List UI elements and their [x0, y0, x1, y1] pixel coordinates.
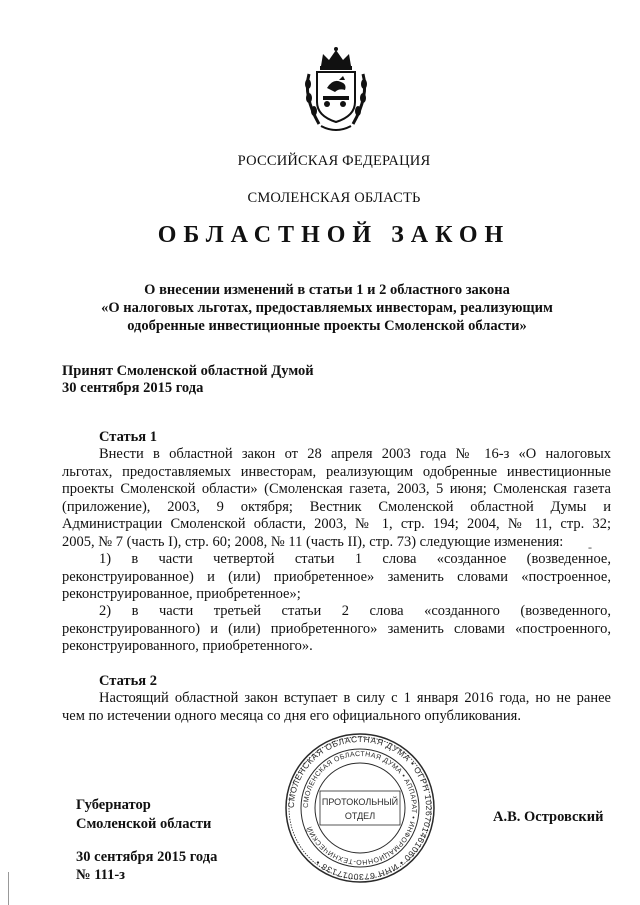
- subtitle-line: «О налоговых льготах, предоставляемых инвесторам, реализующим: [101, 300, 553, 316]
- text-line: реконструированное, приобретенное»;: [62, 586, 301, 603]
- text-line: 2005, № 7 (часть I), стр. 60; 2008, № 11 (часть II), стр. 73) следующие изменения:: [62, 533, 564, 550]
- scan-edge-line: [8, 872, 9, 905]
- text-line: проекты Смоленской области» (Смоленская газета, 2003, 5 июня; Смоленская газета: [62, 481, 611, 498]
- article-1-paragraph: [62, 446, 611, 552]
- subtitle-line: О внесении изменений в статьи 1 и 2 областного закона: [144, 282, 510, 298]
- article-1-heading: Статья 1: [99, 429, 157, 445]
- signer-name: А.В. Островский: [493, 809, 604, 825]
- article-2-paragraph: [62, 690, 611, 725]
- article-2-heading: Статья 2: [99, 673, 157, 689]
- position-line: Губернатор: [76, 797, 151, 813]
- text-line: Администрации Смоленской области, 2003, № 1, стр. 194; 2004, № 11, стр. 32;: [62, 516, 611, 533]
- article-1-item-1: [62, 551, 611, 604]
- position-line: Смоленской области: [76, 816, 212, 832]
- region-title: СМОЛЕНСКАЯ ОБЛАСТЬ: [247, 190, 421, 206]
- text-line: 2) в части третьей статьи 2 слова «созданного (возведенного,: [99, 603, 611, 619]
- stamp-center-line: ОТДЕЛ: [344, 811, 376, 821]
- text-line: реконструированного) и (или) приобретенного» заменить словами «построенного,: [62, 620, 611, 637]
- signer-position: [76, 796, 211, 834]
- stamp-inner-text: СМОЛЕНСКАЯ ОБЛАСТНАЯ ДУМА • АППАРАТ • ИНФОРМАЦИОННО-ТЕХНИЧЕСКИЙ: [302, 750, 418, 866]
- text-line: Настоящий областной закон вступает в силу с 1 января 2016 года, но не ранее: [99, 690, 611, 706]
- text-line: чем по истечении одного месяца со дня его официального опубликования.: [62, 707, 521, 724]
- text-line: 1) в части четвертой статьи 1 слова «созданное (возведенное,: [99, 551, 611, 567]
- law-number: № 111-з: [76, 867, 126, 883]
- adopted-date: 30 сентября 2015 года: [62, 380, 204, 396]
- margin-dash-mark: -: [588, 540, 592, 554]
- stamp-center-line: ПРОТОКОЛЬНЫЙ: [321, 797, 399, 807]
- article-1-item-2: [62, 603, 611, 656]
- coat-of-arms-icon: [299, 44, 373, 134]
- text-line: (приложение), 2003, 9 октября; Вестник Смоленской областной Думы и: [62, 498, 611, 515]
- text-line: реконструированного, приобретенного».: [62, 638, 313, 655]
- law-subtitle: [62, 281, 592, 335]
- signing-date: 30 сентября 2015 года: [76, 849, 218, 865]
- text-line: реконструированное) и (или) приобретенное» заменить словами «построенное,: [62, 568, 611, 585]
- adopted-by: Принят Смоленской областной Думой: [62, 363, 314, 379]
- signing-info: [76, 848, 217, 884]
- stamp-outer-text: СМОЛЕНСКАЯ ОБЛАСТНАЯ ДУМА • ОГРН 1026701461060 • ИНН 6730017138 •: [285, 733, 435, 883]
- text-line: льготах, предоставляемых инвесторам, реализующим одобренные инвестиционные: [62, 463, 611, 480]
- federation-title: РОССИЙСКАЯ ФЕДЕРАЦИЯ: [237, 153, 431, 169]
- text-line: Внести в областной закон от 28 апреля 2003 года № 16-з «О налоговых: [99, 446, 611, 462]
- official-stamp: [284, 733, 436, 883]
- adoption-info: [62, 363, 314, 397]
- subtitle-line: одобренные инвестиционные проекты Смоленской области»: [127, 318, 527, 334]
- law-type-title: ОБЛАСТНОЙ ЗАКОН: [157, 222, 511, 248]
